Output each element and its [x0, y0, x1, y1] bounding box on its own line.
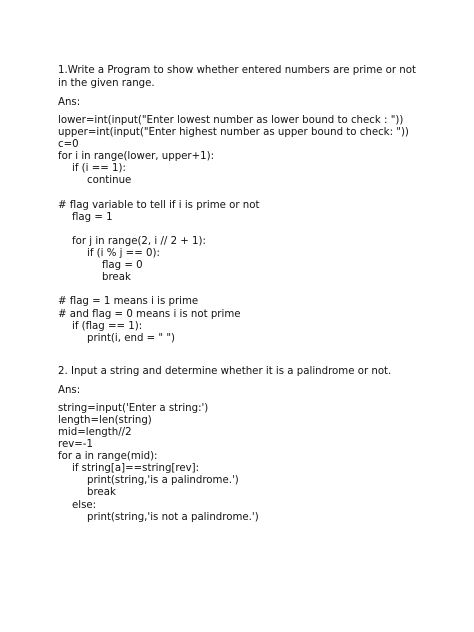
code-line: if (i % j == 0):: [87, 248, 160, 260]
code-line: if (flag == 1):: [72, 320, 143, 332]
code-line: else:: [72, 499, 97, 511]
code-line: if string[a]==string[rev]:: [72, 463, 200, 475]
code-line: # flag variable to tell if i is prime or not: [58, 199, 260, 211]
code-line: lower=int(input("Enter lowest number as lower bound to check : ")): [58, 115, 404, 126]
code-line: flag = 0: [102, 260, 143, 272]
code-line: for j in range(2, i // 2 + 1):: [72, 235, 206, 247]
question-2-text: 2. Input a string and determine whether it is a palindrome or not.: [58, 365, 392, 377]
code-line: break: [102, 272, 131, 284]
code-line: break: [87, 487, 116, 499]
code-line: print(i, end = " "): [87, 332, 176, 344]
code-line: if (i == 1):: [72, 163, 126, 175]
question-2-answer-label: Ans:: [58, 384, 81, 396]
code-line: # flag = 1 means i is prime: [58, 296, 199, 308]
code-line: mid=length//2: [58, 426, 132, 438]
code-line: print(string,'is not a palindrome.'): [87, 511, 259, 523]
code-line: [58, 188, 428, 200]
code-line: upper=int(input("Enter highest number as upper bound to check: ")): [58, 127, 409, 139]
question-2-code-block: [58, 403, 428, 524]
question-1-answer-label: Ans:: [58, 97, 81, 108]
code-line: string=input('Enter a string:'): [58, 402, 209, 414]
question-1-text: 1.Write a Program to show whether entered numbers are prime or not in the given range.: [58, 65, 416, 89]
code-line: [58, 224, 428, 236]
question-1-code-block: [58, 115, 428, 345]
code-line: continue: [87, 175, 132, 187]
code-line: flag = 1: [72, 211, 113, 223]
code-line: for a in range(mid):: [58, 451, 158, 463]
code-line: rev=-1: [58, 439, 93, 451]
code-line: # and flag = 0 means i is not prime: [58, 308, 241, 320]
code-line: [58, 284, 428, 296]
code-line: c=0: [58, 139, 79, 151]
code-line: print(string,'is a palindrome.'): [87, 475, 239, 487]
document-content: [58, 64, 428, 524]
code-line: length=len(string): [58, 414, 152, 426]
code-line: for i in range(lower, upper+1):: [58, 151, 215, 163]
